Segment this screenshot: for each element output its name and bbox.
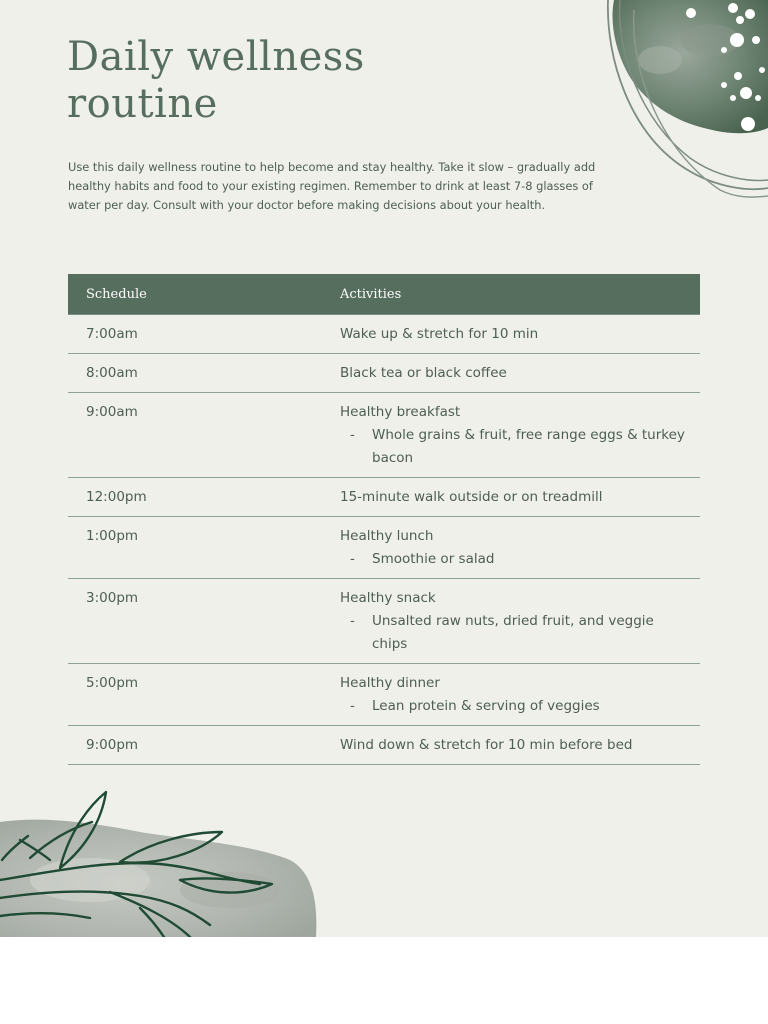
sub-item [340, 424, 700, 470]
table-row [68, 517, 700, 579]
watercolor-circle-decoration [600, 0, 768, 200]
title-line-1: Daily wellness [67, 34, 365, 80]
row-time: 9:00pm [86, 737, 139, 753]
table-row [68, 315, 700, 354]
row-activity-cell [340, 401, 700, 470]
row-activity-cell [340, 362, 700, 385]
row-activity-cell [340, 525, 700, 571]
row-activity-cell [340, 587, 700, 656]
dash-bullet: - [350, 698, 355, 714]
row-activity-cell [340, 486, 700, 509]
dash-bullet: - [350, 427, 355, 443]
page-title [67, 34, 365, 128]
table-row [68, 579, 700, 664]
leaf-branch-decoration [0, 780, 400, 937]
row-activity: Healthy dinner [340, 675, 440, 691]
table-row [68, 393, 700, 478]
header-schedule: Schedule [86, 286, 147, 302]
sub-item-text: Lean protein & serving of veggies [372, 698, 600, 714]
row-time: 5:00pm [86, 675, 139, 691]
row-activity: 15-minute walk outside or on treadmill [340, 489, 603, 505]
row-time: 7:00am [86, 326, 138, 342]
table-header [68, 274, 700, 315]
sub-item-text: Unsalted raw nuts, dried fruit, and veggie chips [372, 613, 654, 652]
table-row [68, 354, 700, 393]
row-activity: Healthy breakfast [340, 404, 461, 420]
row-time: 3:00pm [86, 590, 139, 606]
row-time: 1:00pm [86, 528, 139, 544]
sub-item [340, 548, 700, 571]
row-time: 8:00am [86, 365, 138, 381]
intro-paragraph: Use this daily wellness routine to help become and stay healthy. Take it slow – gradually add healthy habits and food to your existing regimen. Remember to drink at least 7-8 glasses of water per day. Consult with your doctor before making decisions about your health. [68, 160, 596, 212]
row-activity: Wind down & stretch for 10 min before bed [340, 737, 633, 753]
dash-bullet: - [350, 551, 355, 567]
sub-item-text: Whole grains & fruit, free range eggs & turkey bacon [372, 427, 685, 466]
table-row [68, 478, 700, 517]
row-activity: Healthy lunch [340, 528, 434, 544]
row-activity-cell [340, 323, 700, 346]
table-row [68, 726, 700, 765]
row-time: 12:00pm [86, 489, 147, 505]
row-activity-cell [340, 734, 700, 757]
schedule-table [68, 274, 700, 765]
row-activity: Wake up & stretch for 10 min [340, 326, 539, 342]
row-time: 9:00am [86, 404, 138, 420]
header-activities: Activities [340, 286, 402, 302]
row-activity: Healthy snack [340, 590, 436, 606]
sub-item [340, 695, 700, 718]
title-line-2: routine [67, 81, 218, 127]
sub-item-text: Smoothie or salad [372, 551, 495, 567]
row-activity-cell [340, 672, 700, 718]
sub-item [340, 610, 700, 656]
dash-bullet: - [350, 613, 355, 629]
table-row [68, 664, 700, 726]
row-activity: Black tea or black coffee [340, 365, 507, 381]
